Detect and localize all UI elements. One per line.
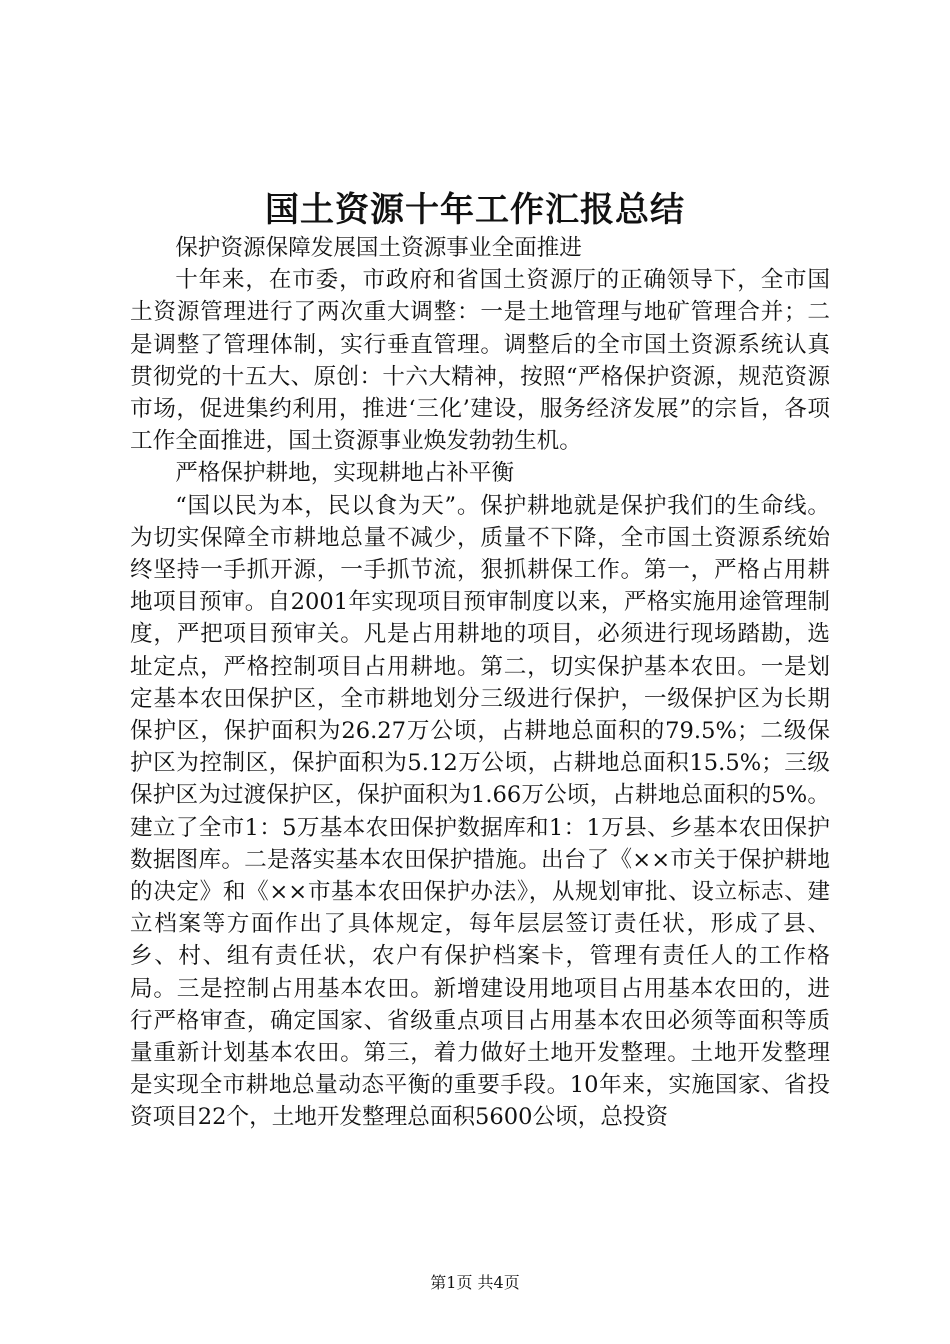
section-heading: 保护资源保障发展国土资源事业全面推进 xyxy=(175,235,582,261)
body-paragraph: 十年来，在市委，市政府和省国土资源厅的正确领导下，全市国土资源管理进行了两次重大调整：一是土地管理与地矿管理合并；二是调整了管理体制，实行垂直管理。调整后的全市国土资源系统认真贯彻党的十五大、原创：十六大精神，按照“严格保护资源，规范资源市场，促进集约利用，推进‘三化’建设，服务经济发展”的宗旨，各项工作全面推进，国土资源事业焕发勃勃生机。 xyxy=(130,267,830,455)
section-heading: 严格保护耕地，实现耕地占补平衡 xyxy=(175,460,515,487)
document-title: 国土资源十年工作汇报总结 xyxy=(265,190,685,230)
body-paragraph: “国以民为本，民以食为天”。保护耕地就是保护我们的生命线。为切实保障全市耕地总量不减少，质量不下降，全市国土资源系统始终坚持一手抓开源，一手抓节流，狠抓耕保工作。第一，严格占用耕地项目预审。自2001年实现项目预审制度以来，严格实施用途管理制度，严把项目预审关。凡是占用耕地的项目，必须进行现场踏勘，选址定点，严格控制项目占用耕地。第二，切实保护基本农田。一是划定基本农田保护区，全市耕地划分三级进行保护，一级保护区为长期保护区，保护面积为26.27万公顷，占耕地总面积的79.5%；二级保护区为控制区，保护面积为5.12万公顷，占耕地总面积15.5%；三级保护区为过渡保护区，保护面积为1.66万公顷，占耕地总面积的5%。建立了全市1：5万基本农田保护数据库和1：1万县、乡基本农田保护数据图库。二是落实基本农田保护措施。出台了《××市关于保护耕地的决定》和《××市基本农田保护办法》，从规划审批、设立标志、建立档案等方面作出了具体规定，每年层层签订责任状，形成了县、乡、村、组有责任状，农户有保护档案卡，管理有责任人的工作格局。三是控制占用基本农田。新增建设用地项目占用基本农田的，进行严格审查，确定国家、省级重点项目占用基本农田必须等面积等质量重新计划基本农田。第三，着力做好土地开发整理。土地开发整理是实现全市耕地总量动态平衡的重要手段。10年来，实施国家、省投资项目22个，土地开发整理总面积5600公顷，总投资 xyxy=(130,492,830,1131)
document-body xyxy=(130,232,830,1134)
page-footer: 第1页 共4页 xyxy=(430,1273,520,1292)
